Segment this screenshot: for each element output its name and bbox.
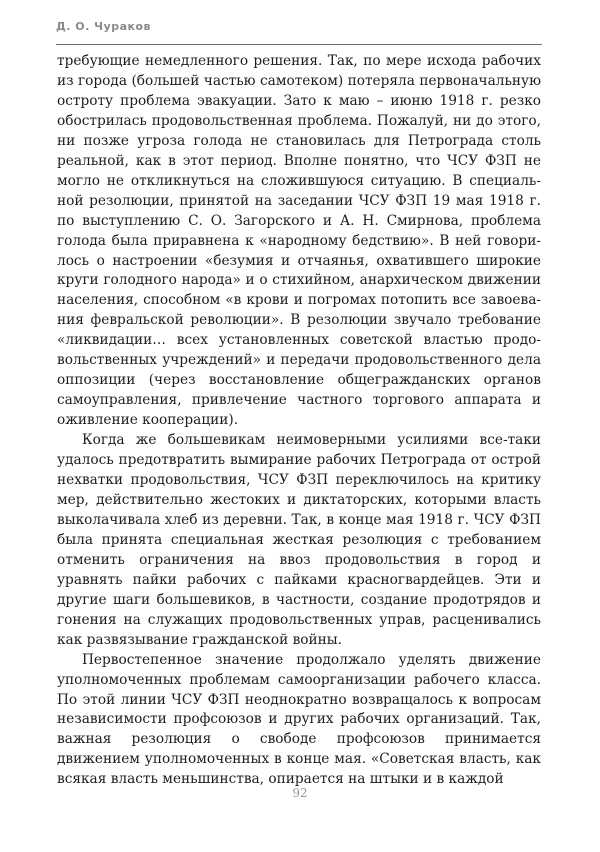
page-number: 92: [292, 786, 308, 800]
paragraph-2: Когда же большевикам неимоверными усилиями все-таки удалось предотвратить вымирание рабочих Петрограда от острой нехватки продовольствия, ЧСУ ФЗП переключилось на критику мер, действительно жестоких и диктаторских, которыми власть выколачивала хлеб из деревни. Так, в конце мая 1918 г. ЧСУ ФЗП была принята специальная жесткая резолюция с требованием отменить ограничения на ввоз продовольствия в город и уравнять пайки рабочих с пайками красногвардейцев. Эти и другие шаги большевиков, в частности, создание продотрядов и гонения на служащих продовольственных управ, расценивались как развязывание гражданской войны.: [57, 432, 541, 648]
paragraph-3: Первостепенное значение продолжало уделять движение уполномоченных проблемам самоорганизации рабочего класса. По этой линии ЧСУ ФЗП неоднократно возвращалось к вопросам независимости профсоюзов и других рабочих организаций. Так, важная резолюция о свободе профсоюзов принимается движением уполномоченных в конце мая. «Советская власть, как всякая власть меньшинства, опирается на штыки и в каждой: [57, 651, 541, 788]
body-text: [57, 52, 541, 790]
paragraph-1: требующие немедленного решения. Так, по мере исхода рабочих из города (большей частью самотеком) потеряла первоначальную остроту проблема эвакуации. Зато к маю – июню 1918 г. резко обострилась продовольственная проблема. Пожалуй, ни до этого, ни позже угроза голода не становилась для Петрограда столь реальной, как в этот период. Вполне понятно, что ЧСУ ФЗП не могло не откликнуться на сложившуюся ситуацию. В специальной резолюции, принятой на заседании ЧСУ ФЗП 19 мая 1918 г. по выступлению С. О. Загорского и А. Н. Смирнова, проблема голода была приравнена к «народному бедствию». В ней говорилось о настроении «безумия и отчаянья, охватившего широкие круги голодного народа» и о стихийном, анархическом движении населения, способном «в крови и погромах потопить все завоевания февральской революции». В резолюции звучало требование «ликвидации… всех установленных советской властью продовольственных учреждений» и передачи продовольственного дела оппозиции (через восстановление общегражданских органов самоуправления, привлечение частного торгового аппарата и оживление кооперации).: [57, 53, 541, 429]
running-head: Д. О. Чураков: [56, 20, 152, 33]
header-rule: [56, 44, 542, 45]
